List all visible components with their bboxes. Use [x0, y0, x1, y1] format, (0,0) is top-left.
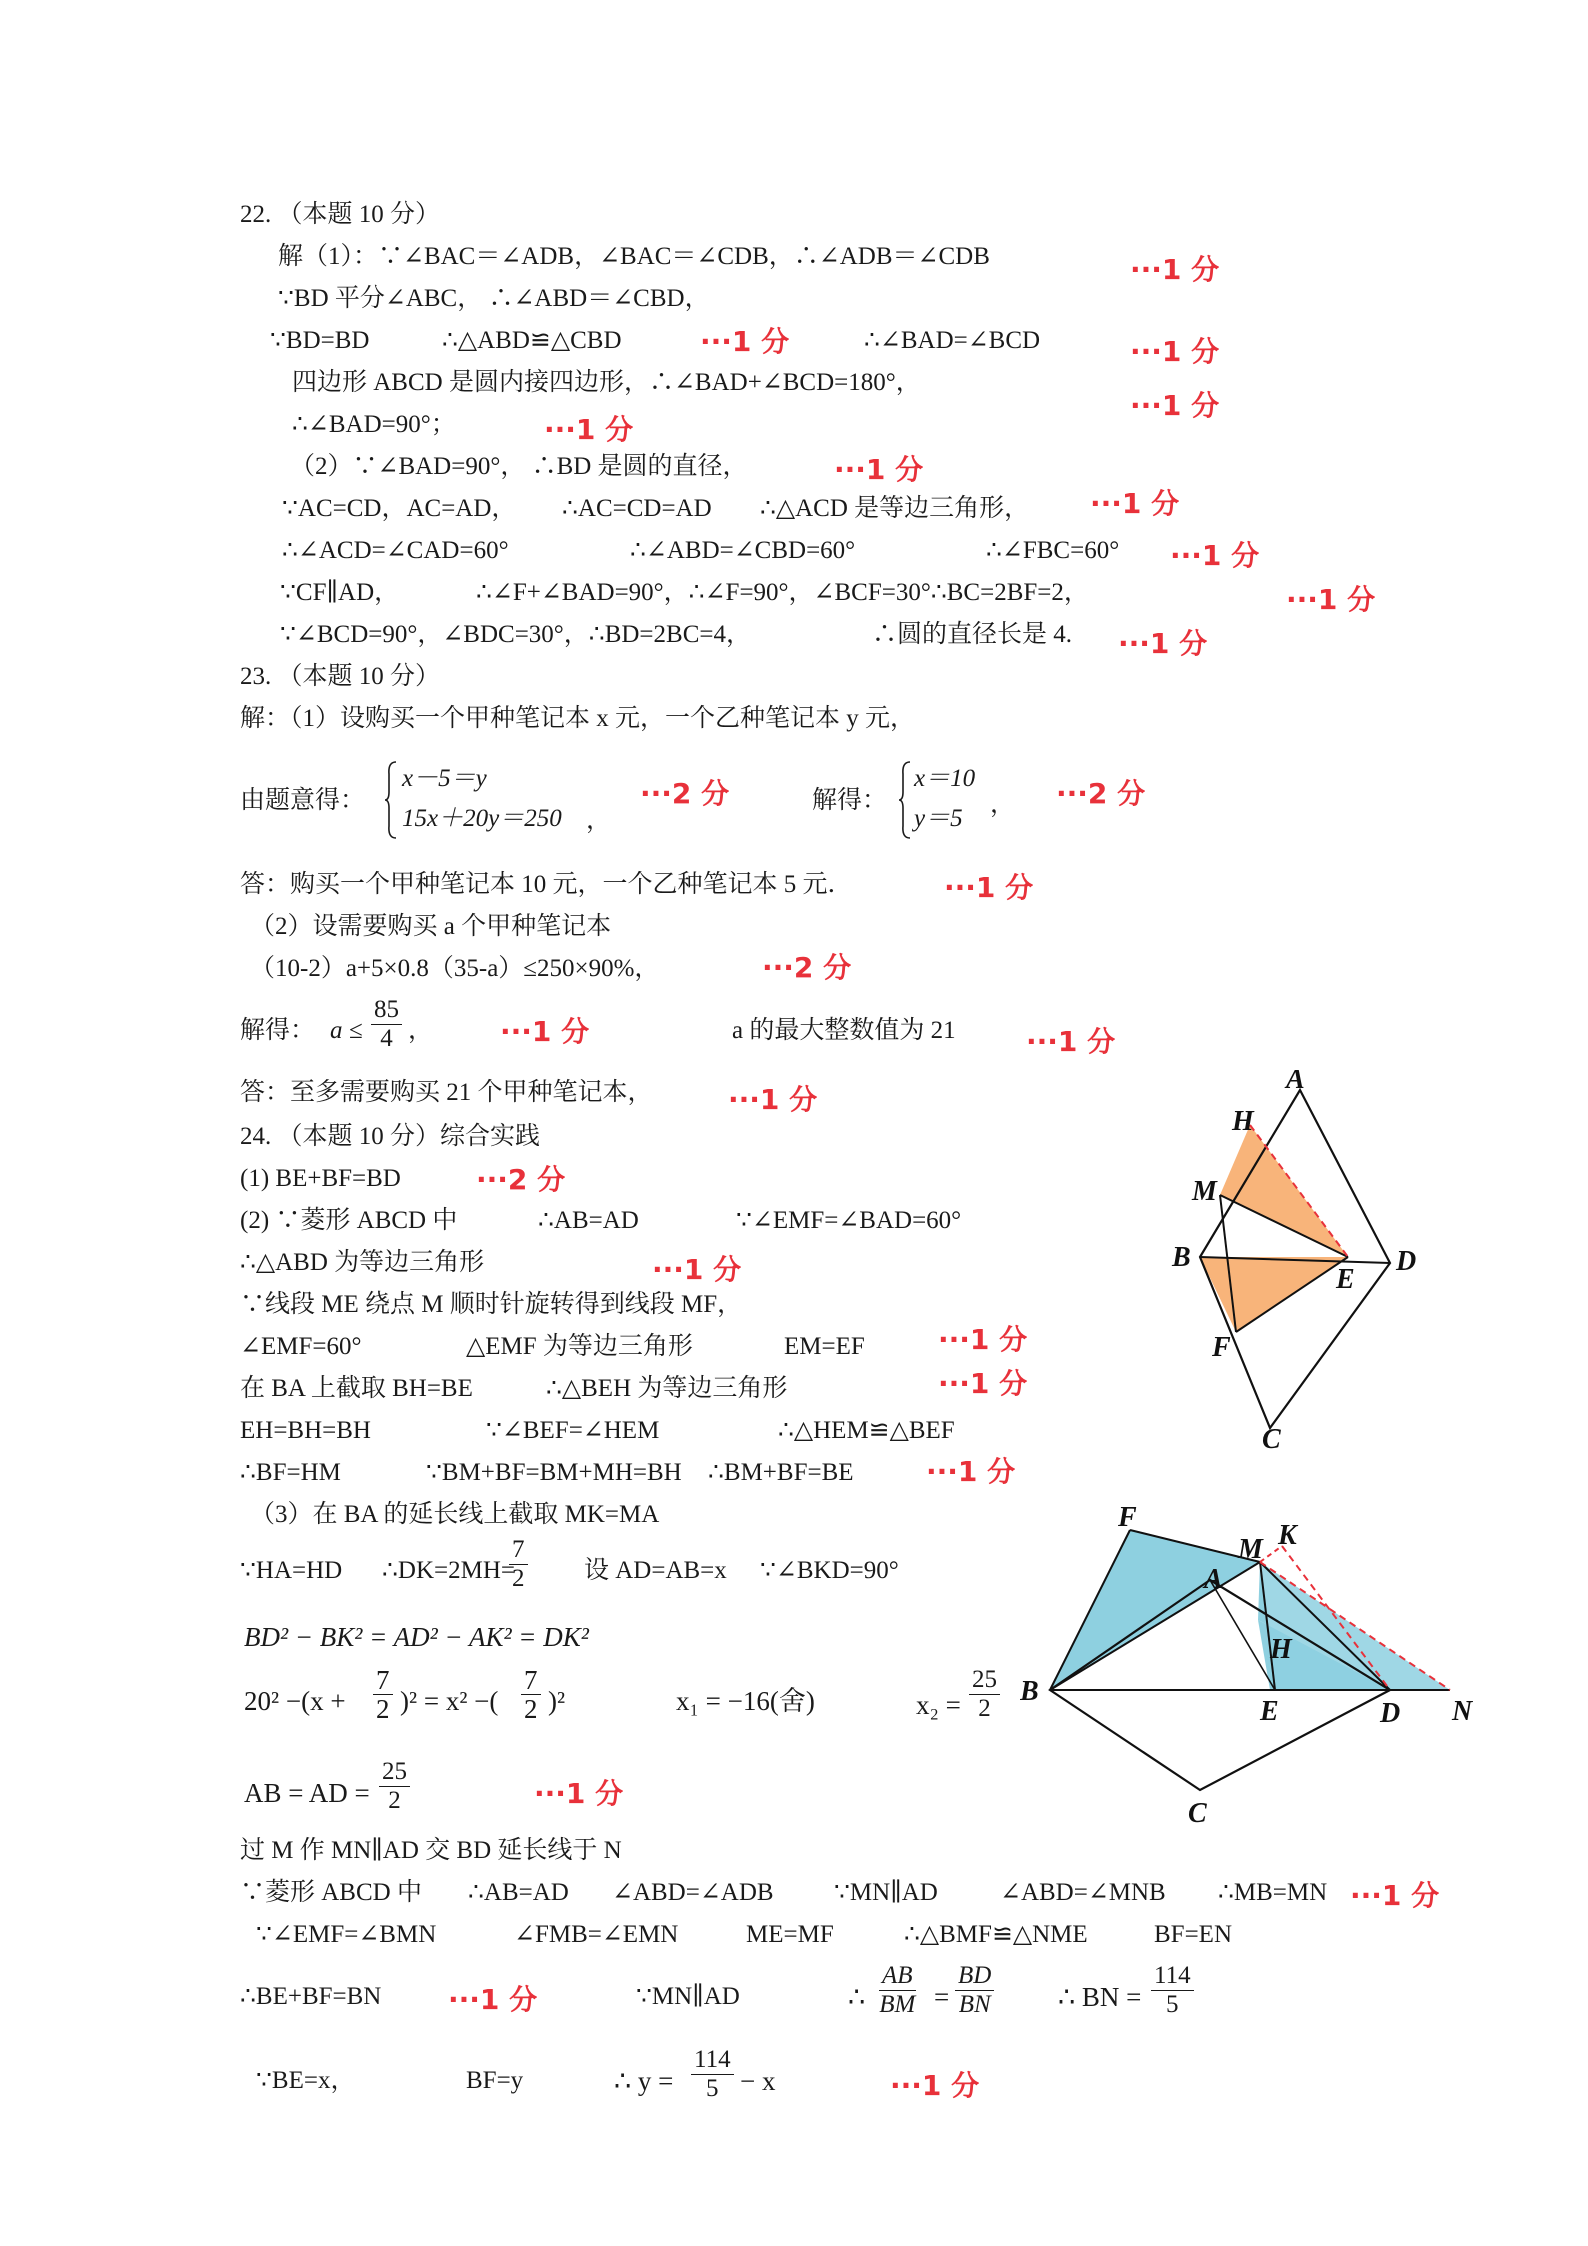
q24-line14: 过 M 作 MN∥AD 交 BD 延长线于 N [240, 1837, 622, 1864]
q24-line10d: ∵∠BKD=90° [760, 1557, 899, 1584]
q24-line7c: ∴△HEM≌△BEF [778, 1417, 955, 1444]
label-m2: M [1238, 1534, 1263, 1565]
q24-line2b: ∴AB=AD [538, 1207, 639, 1234]
q22-line4: 四边形 ABCD 是圆内接四边形，∴∠BAD+∠BCD=180°， [292, 369, 921, 396]
q24-line15a: ∵菱形 ABCD 中 [240, 1879, 422, 1906]
q23-given: 由题意得： [240, 787, 366, 814]
score-mark: ···1 分 [1090, 487, 1180, 520]
q24-fraction-25-2: $\frac{25}{2}$ [969, 1666, 1000, 1723]
q24-line12b: )² = x² −( [400, 1686, 499, 1716]
label-a2: A [1204, 1564, 1223, 1595]
triangle-bef-fill [1200, 1257, 1348, 1332]
score-mark: ···2 分 [762, 951, 852, 984]
q24-line5a: ∠EMF=60° [240, 1333, 362, 1360]
q24-line12a: 20² −(x + [244, 1686, 346, 1716]
label-c: C [1262, 1424, 1281, 1450]
brace-icon [898, 760, 912, 840]
q24-therefore: ∴ [848, 1982, 866, 2012]
score-mark: ···1 分 [1350, 1879, 1440, 1912]
q23-heading: 23. （本题 10 分） [240, 663, 441, 690]
q24-line5c: EM=EF [784, 1333, 865, 1360]
label-k2: K [1278, 1520, 1297, 1551]
q24-root2: x₂ = [916, 1690, 961, 1720]
q24-line4: ∵线段 ME 绕点 M 顺时针旋转得到线段 MF， [240, 1291, 743, 1318]
q24-root1: x₁ = −16(舍) [676, 1686, 815, 1716]
brace-icon [384, 760, 398, 840]
q23-ineq-var: a ≤ [330, 1017, 363, 1044]
label-d2: D [1380, 1698, 1401, 1729]
q22-line8c: ∴∠FBC=60° [986, 537, 1120, 564]
q24-line16e: BF=EN [1154, 1921, 1233, 1948]
score-mark: ···1 分 [728, 1083, 818, 1116]
q24-equals: = [934, 1982, 950, 2012]
q22-line2: ∵BD 平分∠ABC， ∴∠ABD＝∠CBD， [278, 285, 710, 312]
q24-fraction-7-2c: $\frac{7}{2}$ [521, 1666, 541, 1723]
q22-line8b: ∴∠ABD=∠CBD=60° [630, 537, 856, 564]
score-mark: ···1 分 [1118, 627, 1208, 660]
q23-solve: 解得： [812, 787, 888, 814]
q24-line15c: ∠ABD=∠ADB [612, 1879, 774, 1906]
q22-line10a: ∵∠BCD=90°，∠BDC=30°，∴BD=2BC=4， [280, 621, 751, 648]
q24-line11: BD² − BK² = AD² − AK² = DK² [244, 1622, 589, 1652]
q24-line16c: ME=MF [746, 1921, 834, 1948]
q22-line6: （2）∵∠BAD=90°， ∴BD 是圆的直径， [290, 453, 748, 480]
score-mark: ···1 分 [1026, 1025, 1116, 1058]
q23-comma2: ， [990, 791, 1016, 818]
q24-fraction-25-2b: $\frac{25}{2}$ [379, 1758, 410, 1815]
q22-line3b: ∴△ABD≌△CBD [442, 327, 622, 354]
q24-fraction-bd-bn: $\frac{BD}{BN}$ [955, 1962, 994, 2019]
q22-line8a: ∴∠ACD=∠CAD=60° [282, 537, 509, 564]
score-mark: ···1 分 [1130, 253, 1220, 286]
q23-line6b: a 的最大整数值为 21 [732, 1017, 956, 1044]
q24-line8a: ∴BF=HM [240, 1459, 341, 1486]
q24-line17a: ∴BE+BF=BN [240, 1983, 382, 2010]
q23-eq2: 15x＋20y＝250 [402, 805, 562, 832]
label-b2: B [1020, 1676, 1039, 1707]
q24-line10b: ∴DK=2MH= [382, 1557, 515, 1584]
score-mark: ···1 分 [534, 1777, 624, 1810]
rhombus-figure-2 [1020, 1500, 1480, 1840]
score-mark: ···2 分 [476, 1163, 566, 1196]
q24-line18c: ∴ y = [614, 2066, 674, 2096]
q22-line9b: ∴∠F+∠BAD=90°，∴∠F=90°，∠BCF=30°∴BC=2BF=2， [476, 579, 1089, 606]
q24-line12c: )² [548, 1686, 566, 1716]
q24-line2a: (2) ∵菱形 ABCD 中 [240, 1207, 458, 1234]
score-mark: ···1 分 [938, 1367, 1028, 1400]
q22-line7a: ∵AC=CD，AC=AD， [282, 495, 517, 522]
rhombus-figure-1 [1160, 1070, 1450, 1450]
score-mark: ···1 分 [1130, 389, 1220, 422]
q23-eq3: x＝10 [914, 765, 976, 792]
q24-heading: 24. （本题 10 分）综合实践 [240, 1123, 541, 1150]
score-mark: ···1 分 [700, 325, 790, 358]
score-mark: ···1 分 [1286, 583, 1376, 616]
q23-comma: ， [586, 807, 612, 834]
q23-line6a: 解得： [240, 1017, 316, 1044]
score-mark: ···1 分 [1170, 539, 1260, 572]
score-mark: ···1 分 [652, 1253, 742, 1286]
q24-line17e: ∴ BN = [1058, 1982, 1142, 2012]
label-h2: H [1270, 1634, 1292, 1665]
q22-line7c: ∴△ACD 是等边三角形， [760, 495, 1030, 522]
q24-line7b: ∵∠BEF=∠HEM [486, 1417, 660, 1444]
q24-line7a: EH=BH=BH [240, 1417, 371, 1444]
q24-line18d: − x [740, 2066, 776, 2096]
label-m: M [1192, 1176, 1217, 1207]
q24-fraction-114-5b: $\frac{114}{5}$ [691, 2046, 734, 2103]
q24-line8c: ∴BM+BF=BE [708, 1459, 854, 1486]
label-d: D [1396, 1246, 1417, 1277]
score-mark: ···1 分 [938, 1323, 1028, 1356]
q23-line4: （2）设需要购买 a 个甲种笔记本 [250, 913, 612, 940]
q22-line1: 解（1）：∵∠BAC＝∠ADB，∠BAC＝∠CDB，∴∠ADB＝∠CDB [278, 243, 990, 270]
q23-comma3: ， [408, 1017, 434, 1044]
label-f: F [1212, 1332, 1231, 1363]
q24-line2c: ∵∠EMF=∠BAD=60° [736, 1207, 962, 1234]
q24-line18b: BF=y [466, 2067, 524, 2094]
label-h: H [1232, 1106, 1254, 1137]
q24-fraction-7-2b: $\frac{7}{2}$ [373, 1666, 393, 1723]
q23-line5: （10-2）a+5×0.8（35-a）≤250×90%， [250, 955, 660, 982]
q24-line15e: ∠ABD=∠MNB [1000, 1879, 1166, 1906]
q22-line5: ∴∠BAD=90°； [292, 411, 456, 438]
q24-fraction-114-5: $\frac{114}{5}$ [1151, 1962, 1194, 2019]
q24-line3: ∴△ABD 为等边三角形 [240, 1249, 485, 1276]
q22-line10b: ∴圆的直径长是 4. [872, 621, 1073, 648]
q23-eq1: x－5＝y [402, 765, 487, 792]
q22-heading: 22. （本题 10 分） [240, 201, 441, 228]
score-mark: ···1 分 [448, 1983, 538, 2016]
q24-line5b: △EMF 为等边三角形 [466, 1333, 693, 1360]
q22-line7b: ∴AC=CD=AD [562, 495, 712, 522]
q22-line3c: ∴∠BAD=∠BCD [864, 327, 1041, 354]
q23-line7: 答：至多需要购买 21 个甲种笔记本， [240, 1079, 653, 1106]
q24-line15d: ∵MN∥AD [834, 1879, 938, 1906]
score-mark: ···1 分 [926, 1455, 1016, 1488]
q24-fraction-7-2: $\frac{7}{2}$ [509, 1536, 528, 1593]
label-f2: F [1118, 1502, 1137, 1533]
label-e: E [1336, 1264, 1355, 1295]
q23-line1: 解：（1）设购买一个甲种笔记本 x 元，一个乙种笔记本 y 元， [240, 705, 916, 732]
q24-fraction-ab-bm: $\frac{AB}{BM}$ [879, 1962, 916, 2018]
q24-line18a: ∵BE=x， [256, 2067, 356, 2094]
label-b: B [1172, 1242, 1191, 1273]
q23-fraction: $\frac{85}{4}$ [371, 996, 402, 1053]
label-n2: N [1452, 1696, 1473, 1727]
score-mark: ···1 分 [944, 871, 1034, 904]
q24-line16d: ∴△BMF≌△NME [904, 1921, 1088, 1948]
label-c2: C [1188, 1798, 1207, 1829]
q23-line3: 答：购买一个甲种笔记本 10 元，一个乙种笔记本 5 元． [240, 871, 853, 898]
q24-line6b: ∴△BEH 为等边三角形 [546, 1375, 788, 1402]
score-mark: ···2 分 [1056, 777, 1146, 810]
q24-line17b: ∵MN∥AD [636, 1983, 740, 2010]
q22-line3a: ∵BD=BD [270, 327, 370, 354]
q24-line16a: ∵∠EMF=∠BMN [256, 1921, 437, 1948]
q22-line9a: ∵CF∥AD， [280, 579, 400, 606]
q23-eq4: y＝5 [914, 805, 963, 832]
score-mark: ···1 分 [1130, 335, 1220, 368]
label-a: A [1286, 1070, 1305, 1095]
q24-line9: （3）在 BA 的延长线上截取 MK=MA [250, 1501, 660, 1528]
q24-line15f: ∴MB=MN [1218, 1879, 1328, 1906]
q24-line13: AB = AD = [244, 1778, 370, 1808]
score-mark: ···2 分 [640, 777, 730, 810]
q24-line1: (1) BE+BF=BD [240, 1165, 401, 1192]
q24-line10c: 设 AD=AB=x [584, 1557, 727, 1584]
score-mark: ···1 分 [544, 413, 634, 446]
score-mark: ···1 分 [890, 2069, 980, 2102]
q24-line6a: 在 BA 上截取 BH=BE [240, 1375, 473, 1402]
q24-line10a: ∵HA=HD [240, 1557, 343, 1584]
label-e2: E [1260, 1696, 1279, 1727]
score-mark: ···1 分 [834, 453, 924, 486]
score-mark: ···1 分 [500, 1015, 590, 1048]
q24-line15b: ∴AB=AD [468, 1879, 569, 1906]
q24-line16b: ∠FMB=∠EMN [514, 1921, 679, 1948]
q24-line8b: ∵BM+BF=BM+MH=BH [426, 1459, 682, 1486]
